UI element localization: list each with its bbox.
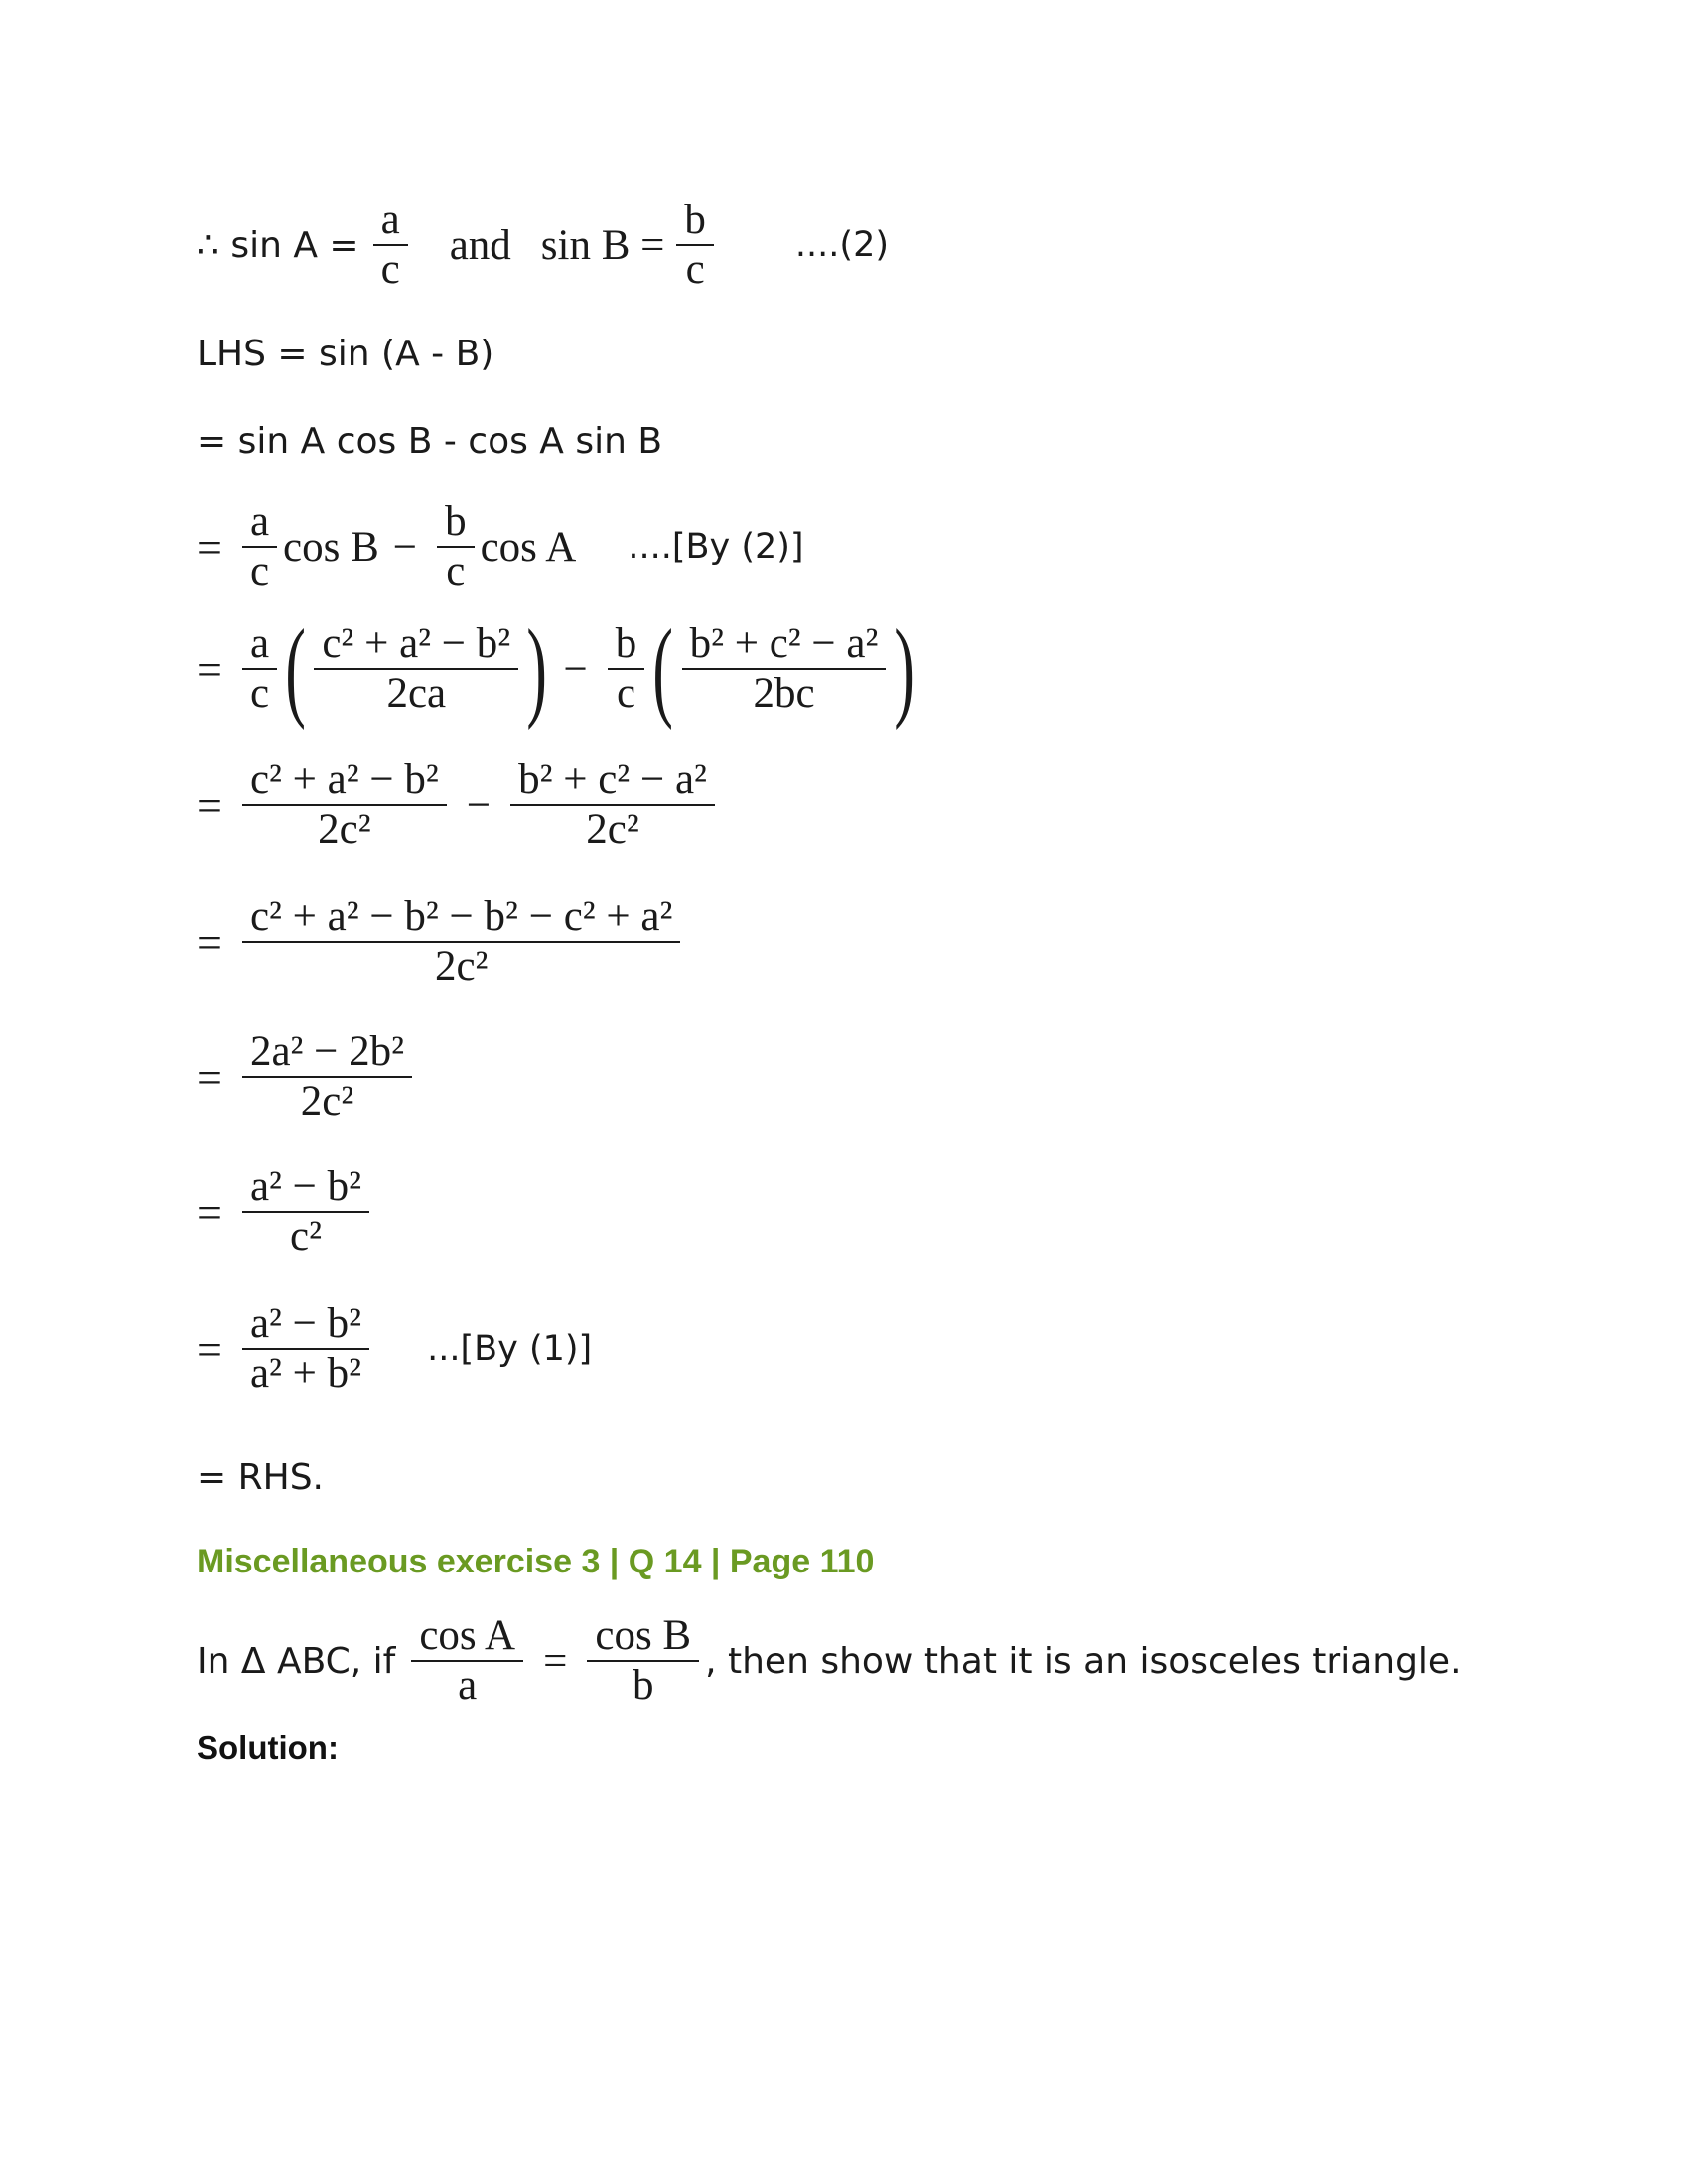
numerator: a² − b² [249, 1163, 362, 1210]
numerator: 2a² − 2b² [249, 1028, 405, 1075]
right-paren: ) [894, 608, 915, 731]
fraction [242, 498, 277, 596]
equals-sign: = [197, 1051, 222, 1103]
numerator: a [249, 498, 270, 545]
numerator: a [380, 197, 400, 243]
denominator: c [380, 246, 400, 294]
fraction-cosB-over-b [587, 1612, 699, 1709]
right-paren: ) [526, 608, 548, 731]
fraction [242, 620, 277, 718]
question-lead: In Δ ABC, if [197, 1640, 396, 1682]
equals-sign: = [197, 643, 222, 695]
numerator: cos B [595, 1612, 692, 1659]
fraction [242, 1300, 369, 1398]
combined-line [197, 893, 686, 991]
equals-sign: = [197, 779, 222, 831]
sinA-lead: ∴ sin A = [197, 224, 359, 266]
numerator: c² + a² − b² [322, 619, 511, 667]
denominator: c [685, 246, 705, 294]
fraction [242, 1028, 412, 1126]
fraction [608, 620, 645, 718]
term: cos B [283, 523, 379, 571]
equation-tag: ....(2) [794, 225, 890, 266]
numerator: cos A [419, 1612, 516, 1659]
numerator: b² + c² − a² [689, 619, 879, 667]
expansion-line: = sin A cos B - cos A sin B [197, 421, 663, 462]
lhs-line: LHS = sin (A - B) [197, 334, 494, 374]
final-fraction-line [197, 1300, 592, 1398]
fraction [242, 893, 680, 991]
question-heading: Miscellaneous exercise 3 | Q 14 | Page 110 [197, 1543, 875, 1580]
denominator: c² [290, 1213, 322, 1261]
fraction [242, 756, 447, 854]
denominator: 2bc [753, 670, 815, 717]
denominator: a² + b² [249, 1350, 362, 1398]
equals-sign: = [197, 1186, 222, 1238]
denominator: a [458, 1662, 478, 1709]
numerator: c² + a² − b² [249, 756, 439, 803]
question-text [197, 1612, 1462, 1709]
fraction-b-over-c [676, 197, 714, 294]
simplified-line [197, 1028, 418, 1126]
denominator: c [249, 548, 270, 596]
denominator: 2c² [300, 1078, 354, 1126]
fraction-cosA-over-a [411, 1612, 523, 1709]
common-denominator-line [197, 756, 721, 854]
sinB-lead: sin B = [540, 221, 665, 269]
denominator: 2c² [586, 806, 639, 854]
fraction-a-over-c [373, 197, 408, 294]
question-tail: , then show that it is an isosceles triangle. [705, 1640, 1462, 1682]
rhs-line: = RHS. [197, 1457, 324, 1498]
numerator: b² + c² − a² [518, 756, 707, 803]
fraction [510, 756, 715, 854]
equals-sign: = [197, 1323, 222, 1375]
left-paren: ( [285, 608, 306, 731]
fraction [682, 620, 887, 718]
minus-sign: − [392, 523, 418, 571]
sin-ratios-line [197, 197, 889, 294]
equation-tag: ....[By (2)] [628, 527, 804, 568]
and-word: and [449, 221, 511, 269]
fraction [242, 1163, 369, 1261]
equals-sign: = [197, 521, 222, 573]
denominator: c [446, 548, 466, 596]
cosine-rule-line [197, 608, 917, 731]
fraction [314, 620, 518, 718]
denominator: 2ca [386, 670, 447, 717]
denominator: b [632, 1662, 654, 1709]
substitution-line [197, 498, 804, 596]
fraction [437, 498, 475, 596]
denominator: 2c² [434, 943, 489, 991]
equals-sign: = [543, 1637, 568, 1685]
left-paren: ( [652, 608, 674, 731]
denominator: c [616, 670, 636, 717]
equation-tag: ...[By (1)] [427, 1329, 593, 1370]
numerator: a [249, 619, 270, 667]
minus-sign: − [563, 645, 588, 693]
minus-sign: − [466, 781, 492, 829]
numerator: b [445, 498, 467, 545]
denominator: c [249, 670, 270, 717]
reduced-line [197, 1163, 375, 1261]
solution-label: Solution: [197, 1729, 339, 1766]
term: cos A [480, 523, 577, 571]
numerator: b [684, 197, 706, 243]
denominator: 2c² [318, 806, 371, 854]
equals-sign: = [197, 916, 222, 968]
numerator: b [615, 619, 637, 667]
numerator: c² + a² − b² − b² − c² + a² [249, 893, 673, 940]
numerator: a² − b² [249, 1300, 362, 1347]
